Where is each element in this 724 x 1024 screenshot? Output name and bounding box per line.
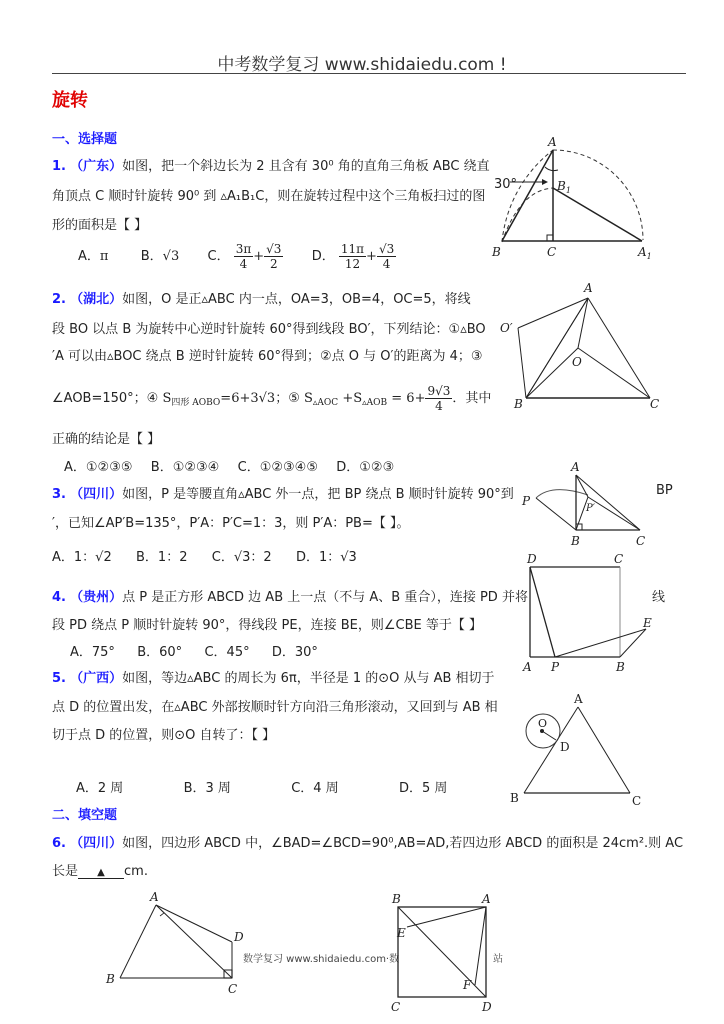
option-c[interactable]: C．√3：2 <box>211 550 272 565</box>
label-c: C <box>632 794 642 808</box>
question-text: 如图，把一个斜边长为 2 且含有 30⁰ 角的直角三角板 ABC 绕直 <box>122 159 490 174</box>
question-5-line-3: 切于点 D 的位置，则⊙O 自转了：【 】 <box>52 728 276 743</box>
label-b: B <box>510 791 519 805</box>
option-c[interactable]: C．①②③④⑤ <box>237 460 318 475</box>
option-a[interactable]: A．75° <box>70 645 115 660</box>
label-e: E <box>397 926 406 940</box>
page-header: 中考数学复习 www.shidaiedu.com ! <box>217 55 507 75</box>
question-6-line-2: 长是 ▲ cm. <box>52 864 148 879</box>
question-2-options <box>64 456 394 475</box>
option-c[interactable]: C．4 周 <box>291 781 339 796</box>
option-b[interactable]: B．60° <box>137 645 183 660</box>
question-2-line-3: ′A 可以由▵BOC 绕点 B 逆时针旋转 60°得到；②点 O 与 O′的距离为 4；③ <box>52 349 483 364</box>
option-d[interactable]: D．30° <box>271 645 318 660</box>
label-a: A <box>150 890 159 904</box>
label-a: A <box>571 460 580 474</box>
question-3-line-1: 3. （四川）如图，P 是等腰直角▵ABC 外一点，把 BP 绕点 B 顺时针旋转 90°到 <box>52 487 514 502</box>
question-number: 2. <box>52 292 66 307</box>
label-p-prime: P′ <box>586 503 595 514</box>
label-a: A <box>523 660 532 674</box>
question-region: （四川） <box>70 836 123 851</box>
label-c: C <box>391 1000 401 1014</box>
label-d: D <box>234 930 244 944</box>
option-b[interactable]: B．√3 <box>140 249 180 264</box>
label-f: F <box>463 978 472 992</box>
question-region: （湖北） <box>70 292 123 307</box>
option-c[interactable]: C．45° <box>204 645 250 660</box>
question-region: （广东） <box>70 159 123 174</box>
label-d: D <box>560 740 570 754</box>
section-heading-choice: 一、选择题 <box>52 132 118 147</box>
question-number: 5. <box>52 671 66 686</box>
label-c: C <box>547 245 557 259</box>
question-4-figure <box>510 545 690 675</box>
watermark-text: 数学复习 www.shidaiedu.com·数 <box>243 954 400 965</box>
page-title: 旋转 <box>52 90 88 111</box>
watermark-tail: 站 <box>493 954 503 965</box>
label-c: C <box>636 534 646 548</box>
question-3-figure <box>510 455 690 555</box>
label-o: O <box>572 355 582 369</box>
label-b: B <box>616 660 625 674</box>
label-p: P <box>522 494 531 508</box>
label-o: O <box>538 717 548 730</box>
question-2-line-4: ∠AOB=150°；④ $S_{四形 AOBO}=6+3√3$；⑤ $S_{▵AOC} +S_{▵AOB} = 6+$ $\frac{9√3}{4}$ ．其中 <box>52 384 492 413</box>
label-a: A <box>482 892 491 906</box>
option-d[interactable]: D．5 周 <box>398 781 448 796</box>
label-d: D <box>527 552 537 566</box>
label-b1: $B_1$ <box>557 179 571 195</box>
option-d[interactable]: D． $\frac{11\pi}{12}$ + $\frac{√3}{4}$ <box>311 242 395 271</box>
section-heading-fill: 二、填空题 <box>52 808 118 823</box>
label-c: C <box>228 982 238 996</box>
question-region: （四川） <box>70 487 123 502</box>
option-a[interactable]: A．π <box>78 249 109 264</box>
question-number: 3. <box>52 487 66 502</box>
label-e: E <box>643 616 652 630</box>
question-region: （贵州） <box>70 590 123 605</box>
label-a: A <box>548 135 557 149</box>
question-1-figure <box>480 130 660 270</box>
question-1-line-3: 形的面积是【 】 <box>52 218 148 233</box>
question-3-options <box>52 546 357 565</box>
question-5-options <box>76 777 447 796</box>
svg-text:30°: 30° <box>494 177 518 192</box>
question-4-tail: 线 <box>652 590 666 605</box>
question-number: 6. <box>52 836 66 851</box>
question-2-line-5: 正确的结论是【 】 <box>52 432 161 447</box>
option-d[interactable]: D．①②③ <box>336 460 395 475</box>
question-6-line-1: 6. （四川）如图，四边形 ABCD 中，∠BAD=∠BCD=90⁰,AB=AD,若四边形 ABCD 的面积是 24cm².则 AC <box>52 836 684 851</box>
question-1-options <box>78 242 396 271</box>
label-a1: $A_1$ <box>638 245 652 261</box>
question-region: （广西） <box>70 671 123 686</box>
option-b[interactable]: B．3 周 <box>183 781 231 796</box>
question-number: 4. <box>52 590 66 605</box>
label-b: B <box>514 397 523 411</box>
question-5-line-2: 点 D 的位置出发，在▵ABC 外部按顺时针方向沿三角形滚动，又回到与 AB 相 <box>52 700 498 715</box>
label-b: B <box>106 972 115 986</box>
option-a[interactable]: A．1：√2 <box>52 550 112 565</box>
option-a[interactable]: A．①②③⑤ <box>64 460 133 475</box>
label-o-prime: O′ <box>500 321 513 335</box>
question-3-line-2: ′，已知∠AP′B=135°，P′A：P′C=1：3，则 P′A：PB=【 】。 <box>52 516 410 531</box>
header-divider <box>52 73 686 74</box>
label-c: C <box>614 552 624 566</box>
label-c: C <box>650 397 660 411</box>
option-b[interactable]: B．①②③④ <box>150 460 220 475</box>
question-5-line-1: 5. （广西）如图，等边▵ABC 的周长为 6π，半径是 1 的⊙O 从与 AB 相切于 <box>52 671 495 686</box>
label-d: D <box>482 1000 492 1014</box>
question-2-figure <box>500 280 680 420</box>
label-a: A <box>574 692 583 706</box>
question-6-figure-left <box>90 885 260 1005</box>
question-6-figure-right <box>380 885 510 1020</box>
option-c[interactable]: C． $\frac{3\pi}{4}$ + $\frac{√3}{2}$ <box>207 242 282 271</box>
question-number: 1. <box>52 159 66 174</box>
label-p: P <box>551 660 560 674</box>
option-b[interactable]: B．1：2 <box>136 550 188 565</box>
question-4-line-1: 4. （贵州）点 P 是正方形 ABCD 边 AB 上一点（不与 A、B 重合），连接 PD 并将 <box>52 590 528 605</box>
question-4-line-2: 段 PD 绕点 P 顺时针旋转 90°，得线段 PE，连接 BE，则∠CBE 等于【 】 <box>52 618 482 633</box>
label-b: B <box>571 534 580 548</box>
question-2-line-1: 2. （湖北）如图，O 是正▵ABC 内一点，OA=3，OB=4，OC=5，将线 <box>52 292 471 307</box>
question-3-tail: BP <box>656 483 673 498</box>
question-1-line-1 <box>52 155 490 174</box>
option-a[interactable]: A．2 周 <box>76 781 124 796</box>
answer-blank[interactable]: ▲ <box>78 867 124 879</box>
label-b: B <box>392 892 401 906</box>
question-2-line-2: 段 BO 以点 B 为旋转中心逆时针旋转 60°得到线段 BO′，下列结论：①▵BO <box>52 322 486 337</box>
label-a: A <box>584 281 593 295</box>
question-1-line-2: 角顶点 C 顺时针旋转 90⁰ 到 ▵A₁B₁C，则在旋转过程中这个三角板扫过的图 <box>52 189 486 204</box>
question-5-figure <box>500 685 670 810</box>
question-4-options <box>70 641 318 660</box>
label-b: B <box>492 245 501 259</box>
option-d[interactable]: D．1：√3 <box>295 550 357 565</box>
